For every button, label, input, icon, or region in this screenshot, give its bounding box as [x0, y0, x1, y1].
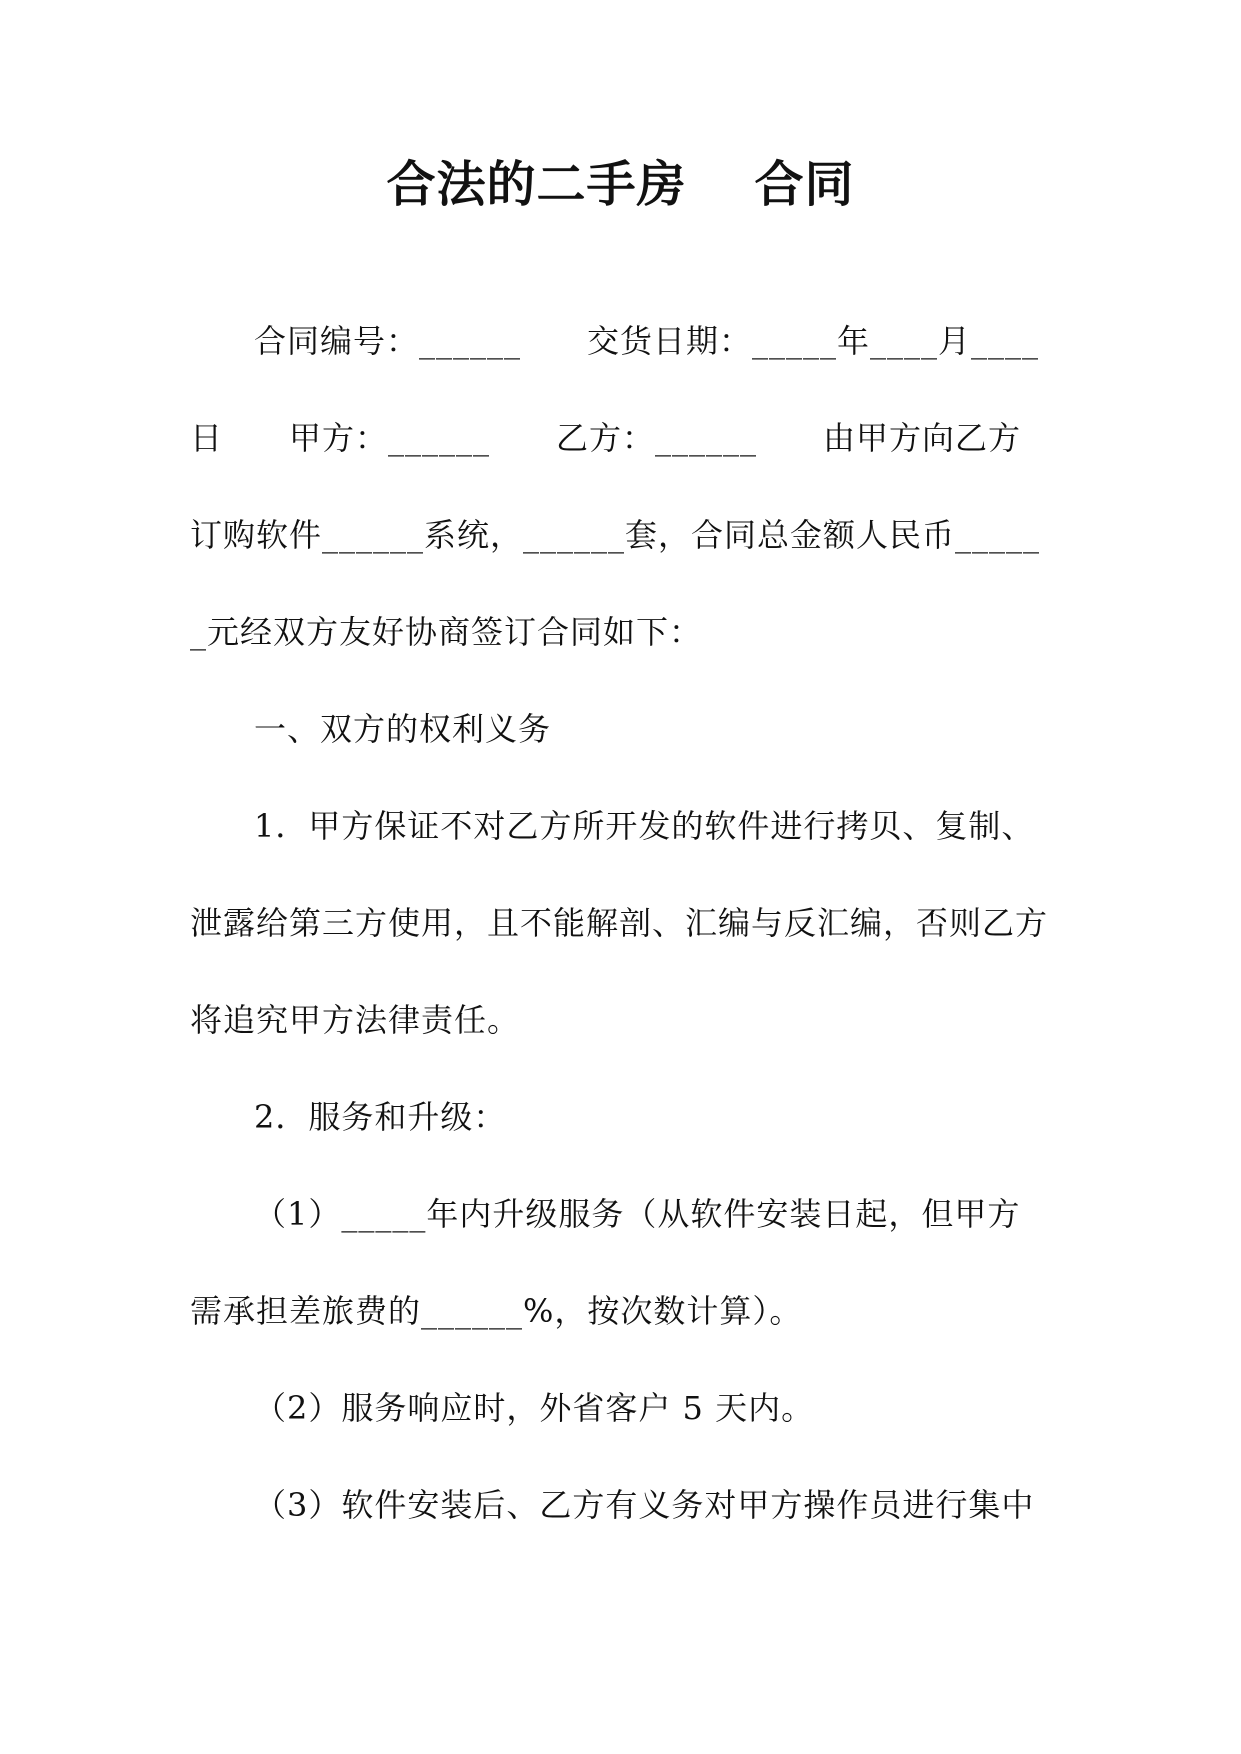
- section-heading-rights-obligations: 一、双方的权利义务: [254, 710, 552, 748]
- clause-1-paragraph: 1．甲方保证不对乙方所开发的软件进行拷贝、复制、泄露给第三方使用，且不能解剖、汇编与反汇编，否则乙方将追究甲方法律责任。: [190, 807, 1049, 1039]
- contract-intro-paragraph: 合同编号：______ 交货日期：_____年____月____日 甲方：______ 乙方：______ 由甲方向乙方订购软件______系统，______套，合同总金额人民币______元经双方友好协商签订合同如下：: [190, 322, 1041, 651]
- clause-2-item-3: （3）软件安装后、乙方有义务对甲方操作员进行集中: [254, 1486, 1035, 1524]
- clause-2-item-2: （2）服务响应时，外省客户 5 天内。: [254, 1389, 815, 1427]
- document-body: [190, 293, 1052, 1554]
- document-title: 合法的二手房 合同: [386, 156, 855, 213]
- clause-2-item-1: （1）_____年内升级服务（从软件安装日起，但甲方需承担差旅费的______%，按次数计算）。: [190, 1195, 1021, 1330]
- clause-2-heading: 2．服务和升级：: [254, 1098, 507, 1136]
